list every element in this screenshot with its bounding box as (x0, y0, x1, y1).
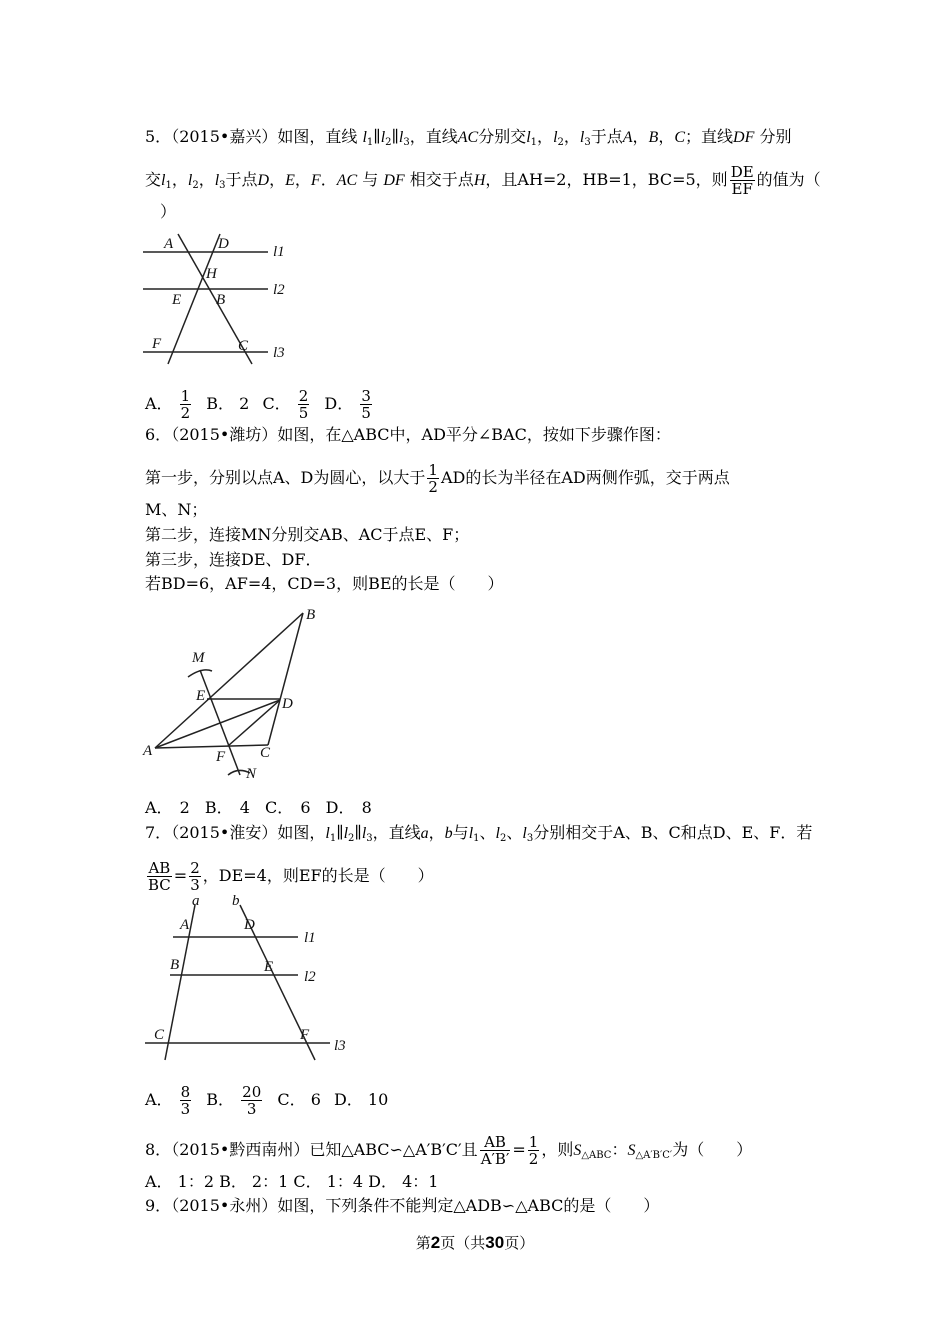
q7-source: （2015•淮安） (171, 823, 278, 842)
arc-m (188, 670, 212, 677)
q6-stem: 如图，在△ABC中，AD平分∠BAC，按如下步骤作图： (277, 425, 671, 444)
q7-options: A． $\frac{8}{3}$ B． $\frac{20}{3}$ C． 6 D． 10 (145, 1083, 389, 1118)
q6-step1-cont: M、N； (145, 500, 208, 519)
q5-paren-close: ） (160, 202, 177, 221)
q5-text: ，直线 (409, 127, 458, 146)
q5-fraction: $\frac{DE}{EF}$ (730, 163, 754, 198)
q8-source: （2015•黔西南州） (171, 1140, 310, 1159)
q5-option-a: A． (145, 394, 173, 413)
q5-condition: AH=2，HB=1，BC=5 (517, 170, 696, 189)
q6-option-d: D． 8 (325, 798, 372, 817)
label-e: E (196, 688, 206, 704)
label-a: A (180, 917, 190, 933)
q6-line1 (145, 425, 671, 445)
page-total: 30 (485, 1233, 505, 1252)
q5-text: 于点 (590, 127, 623, 146)
q5-text: 分别交 (478, 127, 527, 146)
segment-df (228, 700, 280, 746)
label-b: B (170, 957, 180, 973)
label-b-line: b (232, 895, 240, 909)
q6-question: 若BD=6，AF=4，CD=3，则BE的长是（ ） (145, 574, 504, 593)
q5-text: 交 (145, 170, 162, 189)
label-l3: l3 (273, 345, 285, 361)
label-e: E (172, 292, 182, 308)
q5-text: 与 (362, 170, 379, 189)
q6-option-b: B． 4 (204, 798, 250, 817)
q5-text: 相交于点 (409, 170, 474, 189)
q6-option-a: A． 2 (145, 798, 190, 817)
q5-option-d: D． (324, 394, 354, 413)
q7-option-d: D． (333, 1090, 363, 1109)
q8-options: A． 1：2 B． 2：1 C． 1：4 D． 4：1 (145, 1172, 439, 1191)
q7-figure (140, 895, 350, 1065)
label-c: C (154, 1027, 165, 1043)
q5-source: （2015•嘉兴） (171, 127, 278, 146)
label-b: B (216, 292, 226, 308)
q5-text: 分别 (759, 127, 792, 146)
label-a: A (164, 236, 174, 252)
q7-line1: 7．（2015•淮安）如图，$l_1\parallel l_2\parallel l_3$，直线a，b与$l_1$、$l_2$、$l_3$分别相交于A、B、C和点D、E、F．若 (145, 823, 813, 844)
page-footer: 第2页（共30页） (415, 1233, 535, 1252)
q5-text: ，且 (485, 170, 518, 189)
q5-text: 如图，直线 (277, 127, 358, 146)
q9-stem: 如图，下列条件不能判定△ADB∽△ABC的是（ ） (277, 1196, 660, 1215)
q5-line1: 5．（2015•嘉兴）如图，直线 $l_1\parallel l_2\parallel l_3$，直线AC分别交$l_1$，$l_2$，$l_3$于点A，B，C；直线DF 分别 (145, 127, 792, 148)
q6-number: 6． (145, 425, 172, 444)
q6-step3: 第三步，连接DE、DF． (145, 550, 322, 569)
q8-line1: 8．（2015•黔西南州）已知△ABC∽△A′B′C′且 $\frac{AB}{A'B'}$ = $\frac{1}{2}$ ，则$S_{\triangle ABC}$：$S_{\triangle A'B'C'}$为（ ） (145, 1133, 753, 1168)
q8-number: 8． (145, 1140, 172, 1159)
page-number: 2 (430, 1233, 441, 1252)
q7-option-a: A． (145, 1090, 173, 1109)
q5-text: ，则 (695, 170, 728, 189)
q7-line2: $\frac{AB}{BC}$ = $\frac{2}{3}$ ，DE=4，则EF的长是（ ） (148, 859, 434, 894)
label-f: F (216, 749, 226, 765)
label-c: C (260, 745, 271, 761)
label-h: H (206, 266, 217, 282)
segment-bc (268, 613, 303, 745)
segment-ad (155, 700, 280, 748)
q5-option-c: C． (262, 394, 291, 413)
label-e: E (264, 959, 274, 975)
label-c: C (238, 338, 249, 354)
label-d: D (282, 696, 293, 712)
label-f: F (152, 336, 162, 352)
segment-ac (155, 745, 268, 748)
q5-number: 5． (145, 127, 172, 146)
q5-text: 于点 (225, 170, 258, 189)
q9-source: （2015•永州） (171, 1196, 278, 1215)
q6-step2: 第二步，连接MN分别交AB、AC于点E、F； (145, 525, 470, 544)
q5-text: ；直线 (685, 127, 734, 146)
q9-line1 (145, 1196, 659, 1216)
q6-options (145, 798, 380, 818)
label-d: D (218, 236, 229, 252)
label-a: A (143, 743, 153, 759)
q6-option-c: C． 6 (265, 798, 311, 817)
label-a-line: a (192, 895, 200, 909)
label-l3: l3 (334, 1038, 346, 1054)
q5-figure (140, 228, 300, 373)
q5-options: A． $\frac{1}{2}$ B． 2 C． $\frac{2}{5}$ D． $\frac{3}{5}$ (145, 387, 371, 422)
q9-number: 9． (145, 1196, 172, 1215)
label-b: B (306, 607, 316, 623)
label-l1: l1 (273, 244, 285, 260)
q6-figure (140, 605, 325, 785)
q6-step1: 第一步，分别以点A、D为圆心，以大于 $\frac{1}{2}$ AD的长为半径在AD两侧作弧，交于两点 (145, 461, 730, 496)
q6-source: （2015•潍坊） (171, 425, 278, 444)
label-l2: l2 (304, 969, 316, 985)
q7-option-c: C． (277, 1090, 306, 1109)
q5-text: 的值为（ (756, 170, 821, 189)
q5-line2: 交$l_1$，$l_2$，$l_3$于点D，E，F．AC 与 DF 相交于点H，且AH=2，HB=1，BC=5，则 $\frac{DE}{EF}$ 的值为（ (145, 163, 821, 198)
q7-number: 7． (145, 823, 172, 842)
label-d: D (244, 917, 255, 933)
label-f: F (300, 1027, 310, 1043)
q5-text: ． (320, 170, 337, 189)
q5-option-b: B． (206, 394, 235, 413)
segment-ab (155, 613, 303, 748)
label-l2: l2 (273, 282, 285, 298)
label-l1: l1 (304, 930, 316, 946)
q7-option-b: B． (206, 1090, 235, 1109)
label-n: N (246, 766, 257, 782)
label-m: M (192, 650, 205, 666)
